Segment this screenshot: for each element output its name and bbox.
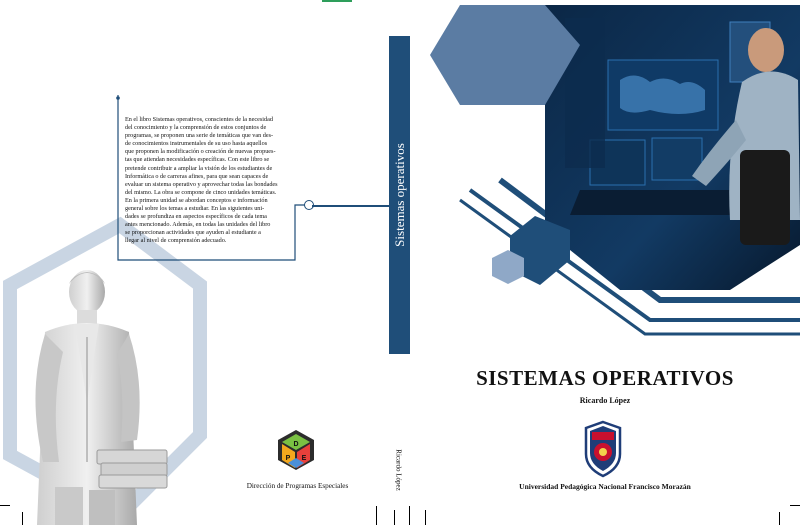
blurb-line: de conocimientos instrumentales de su uso hasta aquellos: [125, 140, 268, 148]
blurb-line: del conocimiento y la comprensión de estos conjuntos de: [125, 124, 267, 132]
back-cover-blurb: [125, 116, 295, 246]
blurb-line: general sobre los temas a estudiar. En las siguientes uni-: [125, 205, 265, 213]
statue-image: [5, 262, 170, 525]
spine-author: Ricardo López: [395, 449, 403, 491]
crop-mark: [779, 512, 780, 525]
registration-mark: [322, 0, 352, 2]
dpe-logo: [270, 428, 322, 480]
book-title: SISTEMAS OPERATIVOS: [476, 366, 734, 390]
crop-mark: [425, 510, 426, 525]
blurb-line: llegar al nivel de comprensión adecuado.: [125, 237, 227, 245]
blurb-line: En el libro Sistemas operativos, conscientes de la necesidad: [125, 116, 273, 123]
blurb-line: se proporcionan actividades que ayuden al estudiante a: [125, 229, 261, 237]
blurb-line: tas que atiendan necesidades específicas. Con este libro se: [125, 156, 270, 164]
dpe-logo-letter: D: [293, 441, 299, 448]
blurb-line: antes mencionado. Además, en todas las unidades del libro: [125, 221, 271, 229]
crop-mark: [376, 506, 377, 525]
blurb-line: pretende contribuir a ampliar la visión de los estudiantes de: [125, 164, 273, 172]
blurb-line: programas, se proponen una serie de temáticas que van des-: [125, 132, 274, 140]
crop-mark: [394, 510, 395, 525]
book-author: Ricardo López: [579, 396, 631, 405]
blurb-line: Informática o de carreras afines, para que sean capaces de: [125, 172, 269, 180]
crop-mark: [790, 505, 800, 506]
spine-title: Sistemas operativos: [391, 143, 407, 247]
university-seal: [582, 420, 624, 478]
leader-connector: [312, 205, 389, 207]
crop-mark: [409, 506, 410, 525]
blurb-line: En la primera unidad se abordan conceptos e información: [125, 196, 268, 204]
dpe-logo-letter: E: [301, 455, 307, 462]
blurb-line: evaluar un sistema operativo y aprovechar todas las bondades: [125, 180, 278, 188]
university-name: Universidad Pedagógica Nacional Francisco Morazán: [519, 482, 691, 491]
blurb-line: que proponen la modificación o creación de nuevas propues-: [125, 148, 276, 156]
blurb-line: del mismo. La obra se compone de cinco unidades temáticas.: [125, 188, 277, 196]
blurb-line: dades se profundiza en aspectos específicos de cada tema: [125, 213, 267, 221]
dpe-logo-letter: P: [285, 455, 291, 462]
front-cover-graphic: [430, 0, 800, 345]
publisher-department: Dirección de Programas Especiales: [246, 482, 349, 490]
